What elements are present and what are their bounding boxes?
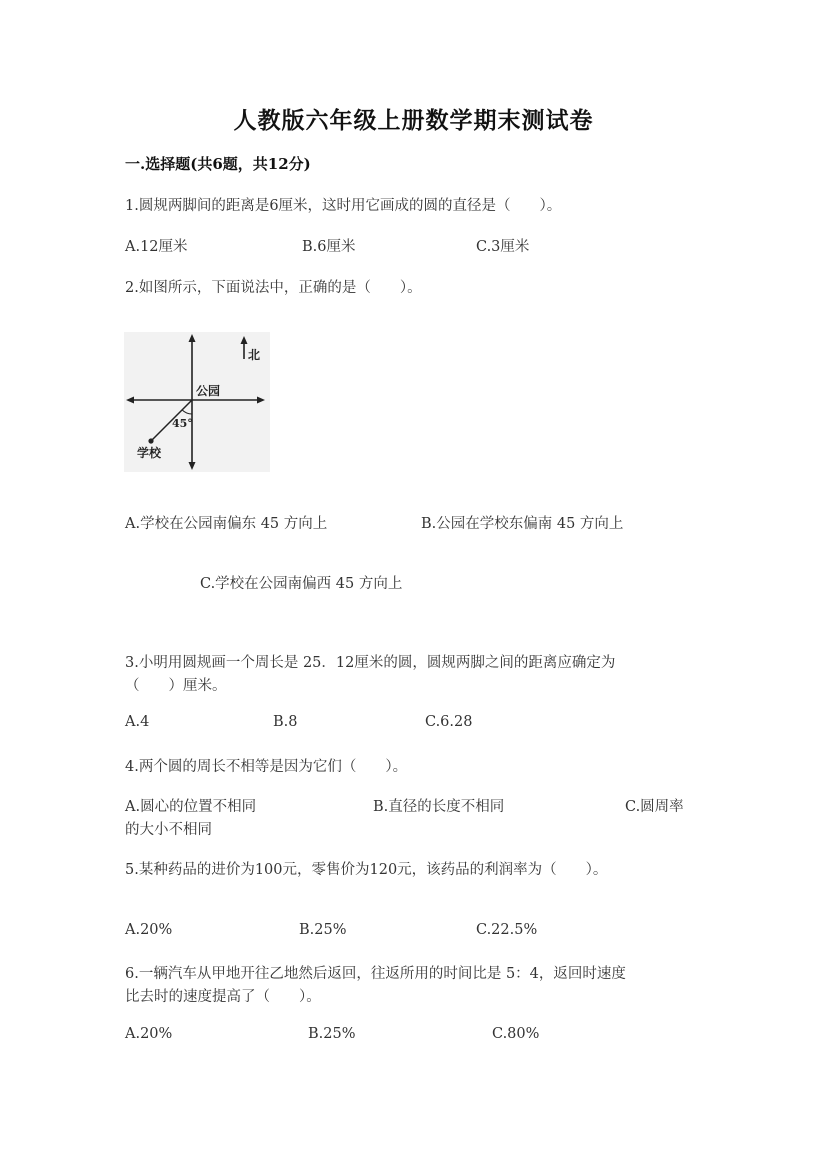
section-heading: 一.选择题(共6题，共12分) — [125, 155, 311, 173]
question-5-option-c: C.22.5% — [476, 922, 538, 938]
question-6-stem-continued: 比去时的速度提高了（ ）。 — [125, 989, 321, 1005]
question-6-option-c: C.80% — [492, 1026, 540, 1042]
question-3-stem: 3.小明用圆规画一个周长是 25．12厘米的圆，圆规两脚之间的距离应确定为 — [125, 655, 616, 671]
question-1-stem: 1.圆规两脚间的距离是6厘米，这时用它画成的圆的直径是（ ）。 — [125, 198, 562, 214]
angle-label: 45° — [172, 417, 193, 430]
question-6-stem: 6.一辆汽车从甲地开往乙地然后返回，往返所用的时间比是 5：4，返回时速度 — [125, 966, 626, 982]
park-label: 公园 — [196, 384, 221, 398]
question-2-option-c: C.学校在公园南偏西 45 方向上 — [200, 576, 403, 592]
school-label: 学校 — [137, 446, 162, 460]
question-3-option-b: B.8 — [273, 714, 298, 730]
question-1-option-c: C.3厘米 — [476, 239, 530, 255]
question-1-option-a: A.12厘米 — [125, 239, 188, 255]
question-5-option-b: B.25% — [299, 922, 347, 938]
question-3-option-a: A.4 — [125, 714, 150, 730]
question-4-option-c: C.圆周率 — [625, 799, 684, 815]
direction-figure — [124, 332, 270, 472]
question-4-option-b: B.直径的长度不相同 — [373, 799, 505, 815]
question-2-stem: 2.如图所示，下面说法中，正确的是（ ）。 — [125, 280, 422, 296]
question-3-stem-continued: （ ）厘米。 — [125, 678, 227, 694]
question-6-option-b: B.25% — [308, 1026, 356, 1042]
question-4-option-a: A.圆心的位置不相同 — [125, 799, 257, 815]
question-2-option-a: A.学校在公园南偏东 45 方向上 — [125, 516, 328, 532]
question-6-option-a: A.20% — [125, 1026, 173, 1042]
north-label: 北 — [248, 348, 261, 362]
question-5-option-a: A.20% — [125, 922, 173, 938]
question-2-option-b: B.公园在学校东偏南 45 方向上 — [421, 516, 624, 532]
page-title: 人教版六年级上册数学期末测试卷 — [233, 107, 594, 134]
question-5-stem: 5.某种药品的进价为100元，零售价为120元，该药品的利润率为（ ）。 — [125, 862, 608, 878]
question-4-option-c-continued: 的大小不相同 — [125, 822, 212, 838]
school-point — [148, 438, 153, 443]
question-3-option-c: C.6.28 — [425, 714, 473, 730]
question-1-option-b: B.6厘米 — [302, 239, 356, 255]
question-4-stem: 4.两个圆的周长不相等是因为它们（ ）。 — [125, 759, 408, 775]
